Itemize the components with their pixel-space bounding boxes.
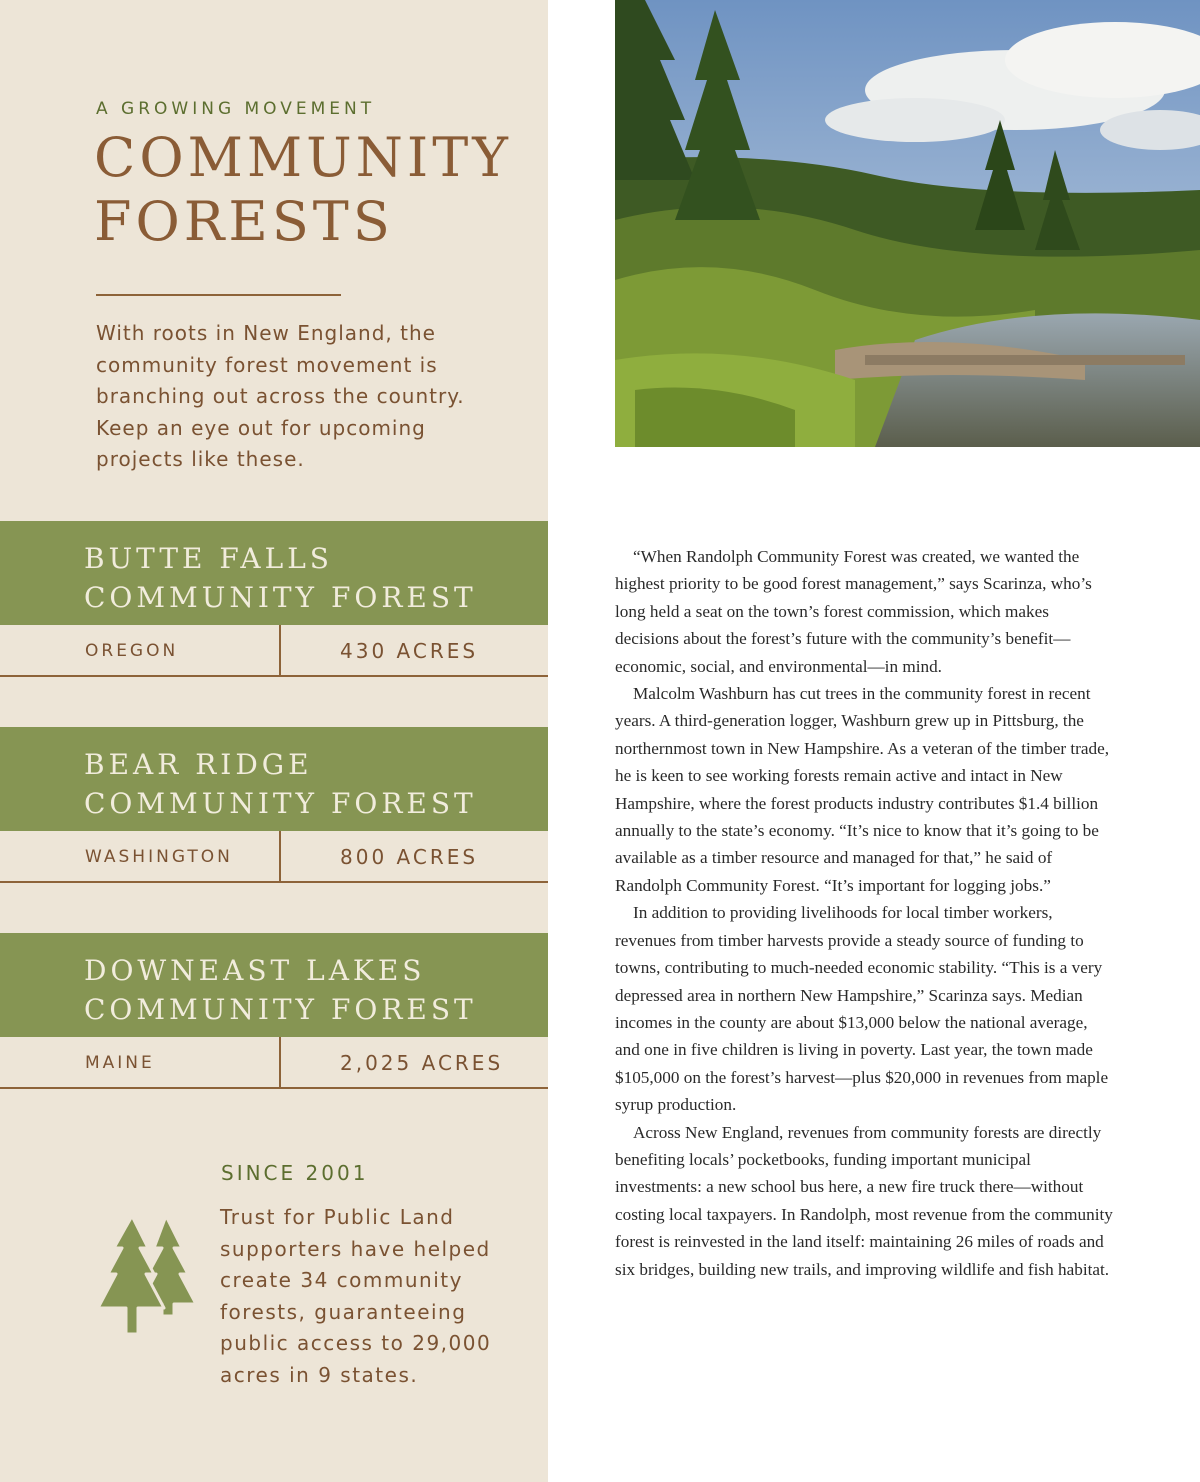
title-line-2: FORESTS: [94, 190, 394, 253]
title-divider: [96, 294, 341, 296]
row-divider: [279, 625, 281, 675]
forest-card: [0, 727, 548, 883]
forest-name: [84, 745, 548, 823]
forest-river-photo: [615, 0, 1200, 447]
sidebar-panel: [0, 0, 548, 1482]
forest-state: MAINE: [85, 1053, 155, 1073]
stat-text: Trust for Public Land supporters have helped create 34 community forests, guaranteeing public access to 29,000 acres in 9 states.: [220, 1205, 492, 1387]
article-paragraph: In addition to providing livelihoods for local timber workers, revenues from timber harvests provide a steady source of funding to towns, contributing to much-needed economic stability. “This is a very depressed area in northern New Hampshire,” Scarinza says. Median incomes in the county are about $13,000 below the national average, and one in five children is living in poverty. Last year, the town made $105,000 on the forest’s harvest—plus $20,000 in revenues from maple syrup production.: [615, 903, 1109, 1115]
forest-name-line-2: COMMUNITY FOREST: [84, 993, 477, 1026]
forest-name-line-2: COMMUNITY FOREST: [84, 581, 477, 614]
forest-name-line-1: BUTTE FALLS: [84, 542, 333, 575]
forest-name-line-2: COMMUNITY FOREST: [84, 787, 477, 820]
since-label: SINCE 2001: [221, 1161, 369, 1185]
forest-acres: 800 ACRES: [340, 845, 479, 869]
article-paragraph: Malcolm Washburn has cut trees in the community forest in recent years. A third-generation logger, Washburn grew up in Pittsburg, the northernmost town in New Hampshire. As a veteran of the timber trade, he is keen to see working forests remain active and intact in New Hampshire, where the forest products industry contributes $1.4 billion annually to the state’s economy. “It’s nice to know that it’s going to be available as a timber resource and managed for that,” he said of Randolph Community Forest. “It’s important for logging jobs.”: [615, 684, 1110, 895]
pine-trees-icon: [92, 1212, 204, 1336]
forest-details-row: [0, 1037, 548, 1089]
section-kicker: A GROWING MOVEMENT: [96, 99, 376, 119]
forest-acres: 2,025 ACRES: [340, 1051, 504, 1075]
row-divider: [279, 831, 281, 881]
forest-name: [84, 951, 548, 1029]
forest-acres: 430 ACRES: [340, 639, 479, 663]
forest-name: [84, 539, 548, 617]
forest-details-row: [0, 625, 548, 677]
forest-state: WASHINGTON: [85, 847, 233, 867]
article-body: [615, 543, 1115, 1283]
forest-card: [0, 521, 548, 677]
page-title: [94, 126, 534, 254]
intro-text: With roots in New England, the community forest movement is branching out across the country. Keep an eye out for upcoming projects like these.: [96, 321, 465, 471]
forest-card: [0, 933, 548, 1089]
forest-card-header: [0, 727, 548, 831]
title-line-1: COMMUNITY: [94, 126, 512, 189]
article-paragraph: “When Randolph Community Forest was created, we wanted the highest priority to be good forest management,” says Scarinza, who’s long held a seat on the town’s forest commission, which makes decisions about the forest’s future with the community’s benefit—economic, social, and environmental—in mind.: [615, 547, 1092, 676]
row-divider: [279, 1037, 281, 1087]
forest-state: OREGON: [85, 641, 179, 661]
forest-card-header: [0, 521, 548, 625]
article-paragraph: Across New England, revenues from community forests are directly benefiting locals’ pocketbooks, funding important municipal investments: a new school bus here, a new fire truck there—without costing local taxpayers. In Randolph, most revenue from the community forest is reinvested in the land itself: maintaining 26 miles of roads and six bridges, building new trails, and improving wildlife and fish habitat.: [615, 1122, 1113, 1279]
forest-name-line-1: DOWNEAST LAKES: [84, 954, 426, 987]
forest-details-row: [0, 831, 548, 883]
landscape-image: [615, 0, 1200, 447]
forest-card-header: [0, 933, 548, 1037]
forest-name-line-1: BEAR RIDGE: [84, 748, 313, 781]
